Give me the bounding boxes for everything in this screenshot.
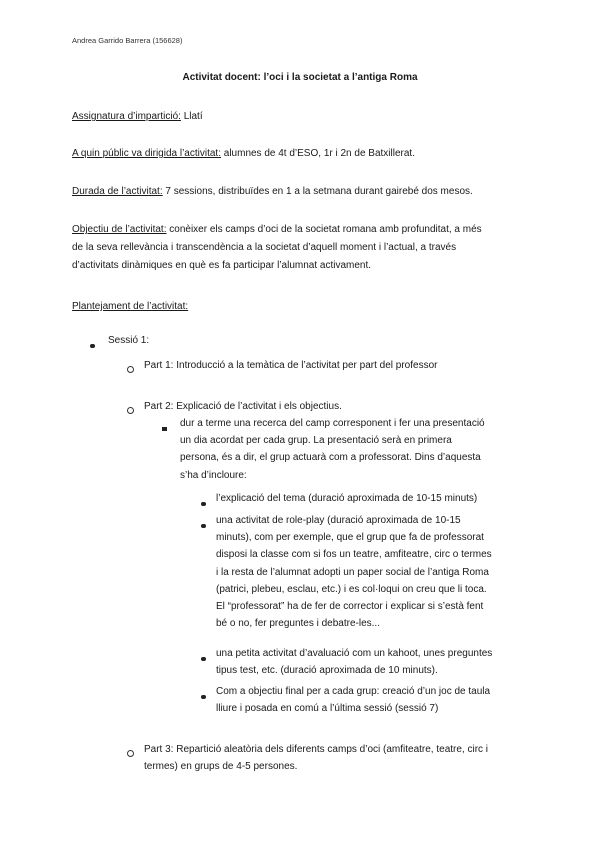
sub-item-line: tipus test, etc. (duració aproximada de 10 minuts). [216,665,438,677]
subject-label: Assignatura d’impartició: [72,111,181,122]
subject-field [72,108,532,126]
sub-item-line: disposi la classe com si fos un teatre, amfiteatre, circ o termes [216,549,492,561]
sub-item-line: bé o no, fer preguntes i debatre-les... [216,618,380,630]
task-description [180,415,550,484]
bullet-dot [201,517,206,534]
part-3-line: termes) en grups de 4-5 persones. [144,761,298,773]
sub-item-explanation [216,490,546,507]
audience-value: alumnes de 4t d’ESO, 1r i 2n de Batxillerat. [220,148,415,159]
subject-value: Llatí [180,111,203,122]
task-line: persona, és a dir, el grup actuarà com a professorat. Dins d’aquesta [180,452,481,464]
duration-field [72,183,532,201]
part-1-text: Part 1: Introducció a la temàtica de l’activitat per part del professor [144,360,438,371]
duration-value: 7 sessions, distribuïdes en 1 a la setmana durant gairebé dos mesos. [162,186,473,197]
bullet-dot [201,688,206,705]
sub-item-final-objective [216,683,546,717]
part-2-text: Part 2: Explicació de l’activitat i els objectius. [144,401,342,412]
sub-item-evaluation [216,645,546,679]
sub-item-line: una activitat de role-play (duració aproximada de 10-15 [216,515,461,526]
session-label: Sessió 1: [108,335,150,346]
task-line: s’ha d’incloure: [180,469,247,481]
sub-item-line: una petita activitat d’avaluació com un kahoot, unes preguntes [216,648,493,659]
sub-item-line: lliure i posada en comú a l’última sessió (sessió 7) [216,703,439,715]
duration-label: Durada de l’activitat: [72,186,163,197]
part-3-text [144,741,544,775]
bullet-dot [90,337,95,354]
bullet-circle [127,362,134,379]
author-header: Andrea Garrido Barrera (156628) [72,36,183,45]
sub-item-line: El “professorat” ha de fer de corrector i explicar si s’està fent [216,601,484,613]
plan-label: Plantejament de l’activitat: [72,301,189,312]
bullet-square [162,420,167,437]
audience-label: A quin públic va dirigida l’activitat: [72,148,221,159]
task-line: dur a terme una recerca del camp corresponent i fer una presentació [180,418,485,429]
task-line: un dia acordat per cada grup. La presentació serà en primera [180,435,452,447]
part-3-line: Part 3: Repartició aleatòria dels diferents camps d’oci (amfiteatre, teatre, circ i [144,744,489,755]
bullet-circle [127,403,134,420]
sub-item-role-play [216,512,546,632]
objective-label: Objectiu de l’activitat: [72,224,167,235]
objective-value-line-3: d’activitats dinàmiques en què es fa participar l’alumnat activament. [72,260,372,271]
sub-item-line: l’explicació del tema (duració aproximada de 10-15 minuts) [216,493,478,504]
sub-item-line: (patrici, plebeu, esclau, etc.) i es col·loqui on creu que li toca. [216,583,487,595]
objective-value-line-2: de la seva rellevància i transcendència a la societat d’aquell moment i l’actual, a través [72,242,457,253]
sub-item-line: i la resta de l’alumnat adopti un paper social de l’antiga Roma [216,566,489,578]
sub-item-line: Com a objectiu final per a cada grup: creació d’un joc de taula [216,686,491,697]
plan-heading [72,298,532,316]
bullet-dot [201,495,206,512]
objective-field [72,221,532,275]
bullet-circle [127,746,134,763]
audience-field [72,145,532,163]
bullet-dot [201,650,206,667]
document-title: Activitat docent: l’oci i la societat a l’antiga Roma [182,72,418,83]
sub-item-line: minuts), com per exemple, que el grup que fa de professorat [216,532,484,544]
objective-value-line-1: conèixer els camps d’oci de la societat romana amb profunditat, a més [166,224,482,235]
